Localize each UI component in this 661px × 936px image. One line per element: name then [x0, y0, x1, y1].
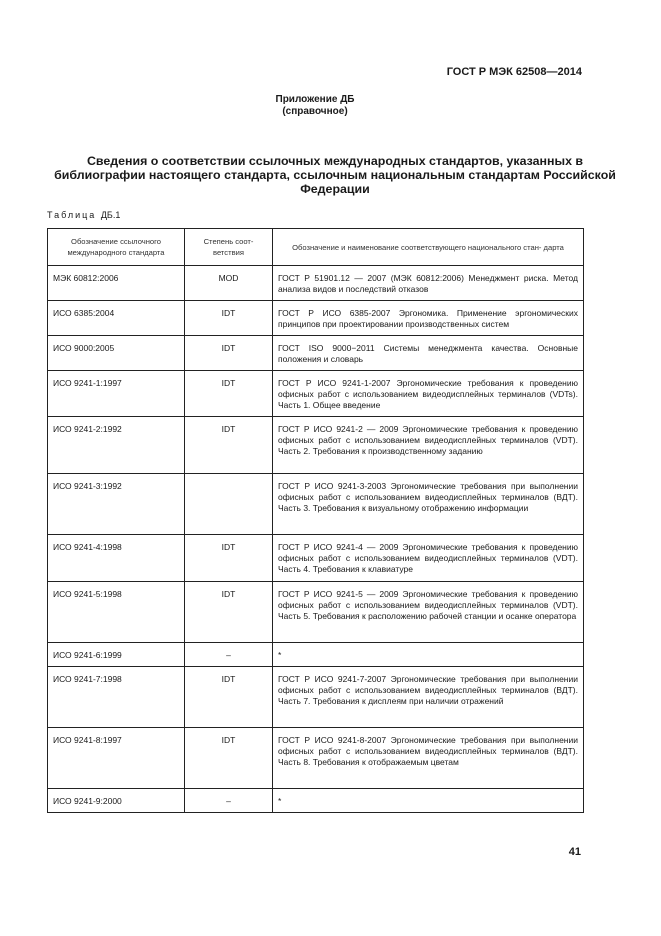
appendix-label: Приложение ДБ [275, 94, 355, 105]
row-international-standard: ИСО 9241-5:1998 [48, 582, 185, 643]
section-title: Сведения о соответствии ссылочных международных стандартов, указанных в библиографии настоящего стандарта, ссылочным национальным стандартам Российской Федерации [54, 154, 616, 196]
table-row [48, 535, 584, 582]
row-national-standard: * [273, 789, 584, 813]
row-international-standard: ИСО 9241-6:1999 [48, 643, 185, 667]
document-code-header: ГОСТ Р МЭК 62508—2014 [446, 66, 582, 78]
row-national-standard: ГОСТ Р ИСО 6385-2007 Эргономика. Применение эргономических принципов при проектировании производственных систем [273, 301, 584, 336]
column-header-degree: Степень соот- ветствия [185, 229, 273, 266]
row-degree: – [185, 643, 273, 667]
row-international-standard: ИСО 9241-4:1998 [48, 535, 185, 582]
row-degree: IDT [185, 667, 273, 728]
row-national-standard: ГОСТ ISO 9000−2011 Системы менеджмента качества. Основные положения и словарь [273, 336, 584, 371]
row-national-standard: ГОСТ Р ИСО 9241-5 — 2009 Эргономические требования к проведению офисных работ с использованием видеодисплейных терминалов (VDT). Часть 5. Требования к расположению рабочей станции и осанке оператора [273, 582, 584, 643]
row-international-standard: ИСО 9241-9:2000 [48, 789, 185, 813]
table-row [48, 789, 584, 813]
row-degree: IDT [185, 371, 273, 417]
row-international-standard: ИСО 9241-8:1997 [48, 728, 185, 789]
table-row [48, 667, 584, 728]
row-degree: IDT [185, 582, 273, 643]
table-caption-number: ДБ.1 [100, 210, 121, 220]
row-degree: IDT [185, 301, 273, 336]
row-national-standard: ГОСТ Р ИСО 9241-1-2007 Эргономические требования к проведению офисных работ с использованием видеодисплейных терминалов (VDTs). Часть 1. Общее введение [273, 371, 584, 417]
row-international-standard: ИСО 9241-3:1992 [48, 474, 185, 535]
row-national-standard: * [273, 643, 584, 667]
row-degree: IDT [185, 728, 273, 789]
row-degree [185, 474, 273, 535]
column-header-international-standard: Обозначение ссылочного международного стандарта [48, 229, 185, 266]
table-row [48, 371, 584, 417]
table-row [48, 474, 584, 535]
row-degree: MOD [185, 266, 273, 301]
standards-correspondence-table [47, 228, 584, 813]
row-national-standard: ГОСТ Р ИСО 9241-4 — 2009 Эргономические требования к проведению офисных работ с использованием видеодисплейных терминалов (VDT). Часть 4. Требования к клавиатуре [273, 535, 584, 582]
row-international-standard: ИСО 9241-1:1997 [48, 371, 185, 417]
row-international-standard: ИСО 9241-7:1998 [48, 667, 185, 728]
table-caption [47, 210, 120, 220]
row-international-standard: ИСО 9000:2005 [48, 336, 185, 371]
row-degree: IDT [185, 535, 273, 582]
row-degree: IDT [185, 417, 273, 474]
appendix-note: (справочное) [282, 106, 348, 117]
appendix-heading [0, 94, 630, 118]
table-row [48, 582, 584, 643]
row-degree: IDT [185, 336, 273, 371]
table-row [48, 301, 584, 336]
row-degree: – [185, 789, 273, 813]
row-national-standard: ГОСТ Р ИСО 9241-8-2007 Эргономические требования при выполнении офисных работ с использованием видеодисплейных терминалов (ВДТ). Часть 8. Требования к отображаемым цветам [273, 728, 584, 789]
row-national-standard: ГОСТ Р ИСО 9241-7-2007 Эргономические требования при выполнении офисных работ с использованием видеодисплейных терминалов (ВДТ). Часть 7. Требования к дисплеям при наличии отражений [273, 667, 584, 728]
table-caption-prefix: Таблица [47, 210, 97, 220]
column-header-national-standard: Обозначение и наименование соответствующего национального стан- дарта [273, 229, 584, 266]
page-number: 41 [568, 846, 581, 858]
row-national-standard: ГОСТ Р 51901.12 — 2007 (МЭК 60812:2006) Менеджмент риска. Метод анализа видов и последствий отказов [273, 266, 584, 301]
row-international-standard: МЭК 60812:2006 [48, 266, 185, 301]
table-row [48, 728, 584, 789]
row-international-standard: ИСО 6385:2004 [48, 301, 185, 336]
row-national-standard: ГОСТ Р ИСО 9241-2 — 2009 Эргономические требования к проведению офисных работ с использованием видеодисплейных терминалов (VDT). Часть 2. Требования к производственному заданию [273, 417, 584, 474]
table-row [48, 266, 584, 301]
row-international-standard: ИСО 9241-2:1992 [48, 417, 185, 474]
table-row [48, 417, 584, 474]
row-national-standard: ГОСТ Р ИСО 9241-3-2003 Эргономические требования при выполнении офисных работ с использованием видеодисплейных терминалов (ВДТ). Часть 3. Требования к визуальному отображению информации [273, 474, 584, 535]
table-row [48, 643, 584, 667]
table-header-row [48, 229, 584, 266]
table-row [48, 336, 584, 371]
